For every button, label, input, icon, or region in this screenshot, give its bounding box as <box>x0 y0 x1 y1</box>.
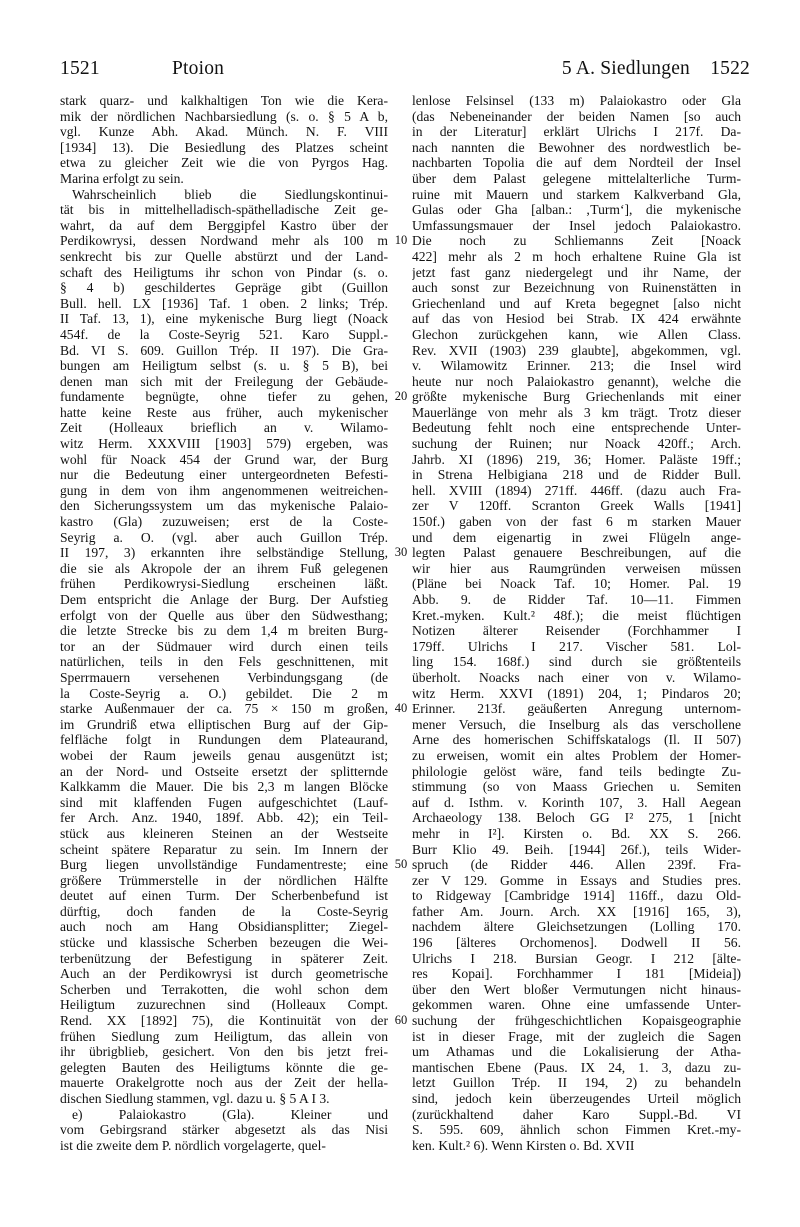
text-line: Erinner. 213f. geäußerten Anregung unternom- <box>412 701 741 717</box>
text-line: über den Wert bloßer Vermutungen nicht hinaus- <box>412 981 741 997</box>
text-line: ist in dieser Frage, mit der zugleich die Sagen <box>412 1028 741 1044</box>
text-line: ihr übrigblieb, gesichert. Von den bis jetzt frei- <box>60 1044 388 1060</box>
text-line: frühen Siedlung zum Heiligtum, das allein von <box>60 1028 388 1044</box>
text-line: gelegten Bauten des Heiligtums könnte die ge- <box>60 1059 388 1075</box>
text-line: Seyrig a. O. (vgl. aber auch Guillon Trép. <box>60 529 388 545</box>
line-number: 10 <box>394 233 408 248</box>
text-line: nachbarten Topolia die auf dem Nordteil der Insel <box>412 155 741 171</box>
text-line: wohl für Noack 454 der Grund war, der Burg <box>60 451 388 467</box>
text-line: jetzt fast ganz niedergelegt und ihr Name, der <box>412 264 741 280</box>
text-line: stücke und klassische Scherben bezeugen die Wei- <box>60 935 388 951</box>
text-line: fundamente begnügte, ohne tiefer zu gehen, <box>60 389 388 405</box>
text-line: Bedeutung fehlt noch eine entsprechende Unter- <box>412 420 741 436</box>
text-line: vgl. Kunze Abh. Akad. Münch. N. F. VIII <box>60 124 388 140</box>
text-line: Glechon zurückgehen kann, wie Allen Class. <box>412 326 741 342</box>
text-line: im Grundriß etwa elliptischen Burg auf der Gip- <box>60 716 388 732</box>
text-line: tor an der Südmauer wird durch einen teils <box>60 638 388 654</box>
text-line: Auch an der Perdikowrysi ist durch geometrische <box>60 966 388 982</box>
text-line: zer V 129. Gomme in Essays and Studies pres. <box>412 872 741 888</box>
text-line: 422] mehr als 2 m hoch erhaltene Ruine Gla ist <box>412 248 741 264</box>
text-line: philologie gelöst wäre, fand teils bedingte Zu- <box>412 763 741 779</box>
text-line: letzt Guillon Trép. II 194, 2) zu behandeln <box>412 1075 741 1091</box>
text-line: um Athamas und die Lokalisierung der Atha- <box>412 1044 741 1060</box>
text-line: mantischen Ebene (Paus. IX 24, 1. 3, dazu zu- <box>412 1059 741 1075</box>
text-line: auch noch am Hang Obsidiansplitter; Ziegel- <box>60 919 388 935</box>
line-number: 60 <box>394 1013 408 1028</box>
text-line: heute nur noch Palaiokastro genannt), welche die <box>412 373 741 389</box>
text-line: II 197, 3) erkannten ihre selbständige Stellung, <box>60 545 388 561</box>
page-header <box>60 56 750 82</box>
text-line: v. Wilamowitz Erinner. 213; die Insel wird <box>412 358 741 374</box>
text-line: witz Herm. XXXVIII [1903] 579) ergeben, was <box>60 436 388 452</box>
text-line: auf das von Hesiod bei Strab. IX 424 erwähnte <box>412 311 741 327</box>
text-line: (das Nebeneinander der beiden Namen [so auch <box>412 108 741 124</box>
text-line: e) Palaiokastro (Gla). Kleiner und <box>72 1106 388 1122</box>
text-line: Archaeology 138. Beloch GG I² 275, 1 [nicht <box>412 810 741 826</box>
text-line: frühen Perdikowrysi-Siedlung erscheinen läßt. <box>60 576 388 592</box>
text-line: 179ff. Ulrichs I 217. Vischer 581. Lol- <box>412 638 741 654</box>
text-line: Kalkkamm die Mauer. Die bis 2,3 m langen Blöcke <box>60 779 388 795</box>
left-column <box>60 93 388 1153</box>
text-line: § 4 b) geschildertes Gepräge gibt (Guillon <box>60 280 388 296</box>
text-line: größere Trümmerstelle in der nördlichen Hälfte <box>60 872 388 888</box>
text-line: Bd. VI S. 609. Guillon Trép. II 197). Die Gra- <box>60 342 388 358</box>
text-line: Sperrmauern versehenen Verbindungsgang (de <box>60 669 388 685</box>
text-line: Burr Klio 49. Beih. [1944] 26f.), teils Wider- <box>412 841 741 857</box>
text-line: fer Arch. Anz. 1940, 189f. Abb. 42); ein Teil- <box>60 810 388 826</box>
text-line: auch sonst zur Bezeichnung von Ruinenstätten in <box>412 280 741 296</box>
text-line: ling 154. 168f.) sind durch sie größtenteils <box>412 654 741 670</box>
text-line: sind, jedoch kein überzeugendes Urteil möglich <box>412 1091 741 1106</box>
text-line: dürftig, doch fanden de la Coste-Seyrig <box>60 903 388 919</box>
text-line: deutet auf einen Turm. Der Scherbenbefund ist <box>60 888 388 904</box>
text-line: an der Nord- und Ostseite ersetzt der splitternde <box>60 763 388 779</box>
text-line: Wahrscheinlich blieb die Siedlungskontinui- <box>72 186 388 202</box>
text-line: Dem entspricht die Anlage der Burg. Der Aufstieg <box>60 592 388 607</box>
text-line: ken. Kult.² 6). Wenn Kirsten o. Bd. XVII <box>412 1137 635 1153</box>
text-line: denen man sich mit der Freilegung der Gebäude- <box>60 373 388 389</box>
text-line: auf d. Isthm. v. Korinth 107, 3. Hall Aegean <box>412 794 741 810</box>
text-line: Rend. XX [1892] 75), die Kontinuität von der <box>60 1013 388 1029</box>
text-line: spruch (de Ridder 446. Allen 239f. Fra- <box>412 857 741 873</box>
text-line: gekommen waren. Ohne eine umfassende Unter- <box>412 997 741 1013</box>
line-number: 20 <box>394 389 408 404</box>
text-line: senkrecht bis zur Quelle abstürzt und der Land- <box>60 248 388 264</box>
text-line: Die noch zu Schliemanns Zeit [Noack <box>412 233 741 249</box>
text-line: Gulas oder Gha [alban.: ‚Turm‘], die mykenische <box>412 202 741 218</box>
text-line: suchung der frühgeschichtlichen Kopaisgeographie <box>412 1013 741 1029</box>
text-line: ruine mit Mauern und starkem Kalkverband Gla, <box>412 186 741 202</box>
text-line: 150f.) gaben von der fast 6 m starken Mauer <box>412 514 741 530</box>
right-column <box>412 93 741 1153</box>
text-line: Rev. XVII (1903) 239 glaubte], abgekommen, vgl. <box>412 342 741 358</box>
text-line: (zurückhaltend daher Karo Suppl.-Bd. VI <box>412 1106 741 1122</box>
text-line: zu erweisen, womit ein altes Problem der Homer- <box>412 747 741 763</box>
text-line: to Ridgeway [Cambridge 1914] 116ff., dazu Old- <box>412 888 741 904</box>
text-line: felfläche folgt in Rundungen dem Plateaurand, <box>60 732 388 748</box>
text-line: über dem Palast gelegene mittelalterliche Turm- <box>412 170 741 186</box>
text-line: bungen am Heiligtum selbst (s. u. § 5 B), bei <box>60 358 388 374</box>
text-line: mehr in I²]. Kirsten o. Bd. XX S. 266. <box>412 825 741 841</box>
text-line: Perdikowrysi, dessen Nordwand mehr als 100 m <box>60 233 388 249</box>
text-line: vom Gebirgsrand stärker abgesetzt als das Nisi <box>60 1122 388 1138</box>
text-line: Umfassungsmauer der Insel jedoch Palaiokastro. <box>412 217 741 233</box>
right-running-title: 5 A. Siedlungen <box>561 58 690 79</box>
text-line: Griechenland und auf Kreta begegnet [also nicht <box>412 295 741 311</box>
text-line: Heiligtum zuzurechnen sind (Holleaux Compt. <box>60 997 388 1013</box>
text-line: etwa zu gleicher Zeit wie die von Pyrgos Hag. <box>60 155 388 171</box>
text-line: in der Literatur] erklärt Ulrichs I 217f. Da- <box>412 124 741 140</box>
text-line: Scherben und Terrakotten, die wohl schon dem <box>60 981 388 997</box>
text-line: Arne des homerischen Schiffskatalogs (Il. II 507) <box>412 732 741 748</box>
text-line: legten Palast genauere Beschreibungen, auf die <box>412 545 741 561</box>
text-line: stück aus kleineren Steinen an der Westseite <box>60 825 388 841</box>
text-line: Abb. 9. de Ridder Taf. 10—11. Fimmen <box>412 592 741 607</box>
text-line: gung in dem von ihm angenommenen weitreichen- <box>60 482 388 498</box>
text-line: scheint spätere Reparatur zu sein. Im Innern der <box>60 841 388 857</box>
text-line: terbenützung der Befestigung in späterer Zeit. <box>60 950 388 966</box>
text-line: 196 [älteres Orchomenos]. Dodwell II 56. <box>412 935 741 951</box>
text-line: II Taf. 13, 1), eine mykenische Burg liegt (Noack <box>60 311 388 327</box>
text-line: hatte keine Reste aus früher, auch mykenischer <box>60 404 388 420</box>
text-line: die letzte Strecke bis zu dem 1,4 m breiten Burg- <box>60 623 388 639</box>
text-line: starke Außenmauer der ca. 75 × 150 m großen, <box>60 701 388 717</box>
text-line: nachdem ältere Gleichsetzungen (Lolling 170. <box>412 919 741 935</box>
text-line: wahrt, da auf dem Berggipfel Kastro über der <box>60 217 388 233</box>
text-line: Notizen älterer Reisender (Forchhammer I <box>412 623 741 639</box>
text-line: Zeit (Holleaux brieflich an v. Wilamo- <box>60 420 388 436</box>
text-line: res Kopai]. Forchhammer I 181 [Mideia]) <box>412 966 741 982</box>
text-line: Marina erfolgt zu sein. <box>60 170 184 186</box>
text-line: und dem eigenartig in zwei Flügeln ange- <box>412 529 741 545</box>
text-line: wobei der Raum jeweils genau ausgenützt ist; <box>60 747 388 763</box>
line-number: 30 <box>394 545 408 560</box>
text-line: natürlichen, teils in den Fels geschnittenen, mit <box>60 654 388 670</box>
text-line: mik der nördlichen Nachbarsiedlung (s. o. § 5 A b, <box>60 108 388 124</box>
text-line: kastro (Gla) zuzuweisen; erst de la Coste- <box>60 514 388 530</box>
text-line: Jahrb. XI (1896) 219, 36; Homer. Paläste 19ff.; <box>412 451 741 467</box>
text-line: 454f. de la Coste-Seyrig 521. Karo Suppl.- <box>60 326 388 342</box>
text-line: stimmung (so von Maass Griechen u. Semiten <box>412 779 741 795</box>
text-line: mener Versuch, die Inselburg als das verschollene <box>412 716 741 732</box>
text-line: Kret.-myken. Kult.² 48f.); die meist flüchtigen <box>412 607 741 623</box>
text-line: erfolgt von der Quelle aus über den Südwesthang; <box>60 607 388 623</box>
text-line: S. 595. 609, ähnlich schon Fimmen Kret.-my- <box>412 1122 741 1138</box>
text-line: (Pläne bei Noack Taf. 10; Homer. Pal. 19 <box>412 576 741 592</box>
line-number: 50 <box>394 857 408 872</box>
text-line: la Coste-Seyrig a. O.) gebildet. Die 2 m <box>60 685 388 701</box>
text-line: schaft des Heiligtums ihr schon von Pindar (s. o. <box>60 264 388 280</box>
text-line: nur die Bedeutung einer untergeordneten Befesti- <box>60 467 388 483</box>
text-line: zer V 120ff. Scranton Greek Walls [1941] <box>412 498 741 514</box>
text-line: dischen Siedlung stammen, vgl. dazu u. § 5 A I 3. <box>60 1091 330 1106</box>
text-line: witz Herm. XXVI (1891) 204, 1; Pindaros 20; <box>412 685 741 701</box>
left-page-number: 1521 <box>60 58 100 79</box>
text-line: Bull. hell. LX [1936] Taf. 1 oben. 2 links; Trép. <box>60 295 388 311</box>
text-line: [1934] 13). Die Besiedlung des Platzes scheint <box>60 139 388 155</box>
text-line: father Am. Journ. Arch. XX [1916] 165, 3), <box>412 903 741 919</box>
text-line: sind mit klaffenden Fugen aufgeschichtet (Lauf- <box>60 794 388 810</box>
text-line: in Strena Helbigiana 218 und de Ridder Bull. <box>412 467 741 483</box>
text-line: Mauerlänge von mehr als 3 km trägt. Trotz dieser <box>412 404 741 420</box>
text-line: größte mykenische Burg Griechenlands mit einer <box>412 389 741 405</box>
text-line: ist die zweite dem P. nördlich vorgelagerte, quel- <box>60 1137 326 1153</box>
text-line: suchung der Ruinen; nur Noack 420ff.; Arch. <box>412 436 741 452</box>
text-line: hell. XVIII (1894) 271ff. 446ff. (dazu auch Fra- <box>412 482 741 498</box>
line-number: 40 <box>394 701 408 716</box>
text-line: Ulrichs I 218. Bursian Geogr. I 212 [älte- <box>412 950 741 966</box>
text-line: wir hier aus Raumgründen verweisen müssen <box>412 560 741 576</box>
left-running-title: Ptoion <box>172 58 225 79</box>
text-line: überholt. Noacks nach einer von v. Wilamo- <box>412 669 741 685</box>
right-page-number: 1522 <box>710 58 750 79</box>
text-line: lenlose Felsinsel (133 m) Palaiokastro oder Gla <box>412 93 741 108</box>
text-line: nach nannten die Bewohner des nordwestlich be- <box>412 139 741 155</box>
text-line: mauerte Orakelgrotte noch aus der Zeit der hella- <box>60 1075 388 1091</box>
text-line: die sie als Akropole der an ihrem Fuß gelegenen <box>60 560 388 576</box>
text-line: stark quarz- und kalkhaltigen Ton wie die Kera- <box>60 93 388 108</box>
text-line: Burg liegen unvollständige Fundamentreste; eine <box>60 857 388 873</box>
text-line: den Sicherungssystem um das mykenische Palaio- <box>60 498 388 514</box>
text-line: tät bis in mittelhelladisch-späthelladische Zeit ge- <box>60 202 388 218</box>
